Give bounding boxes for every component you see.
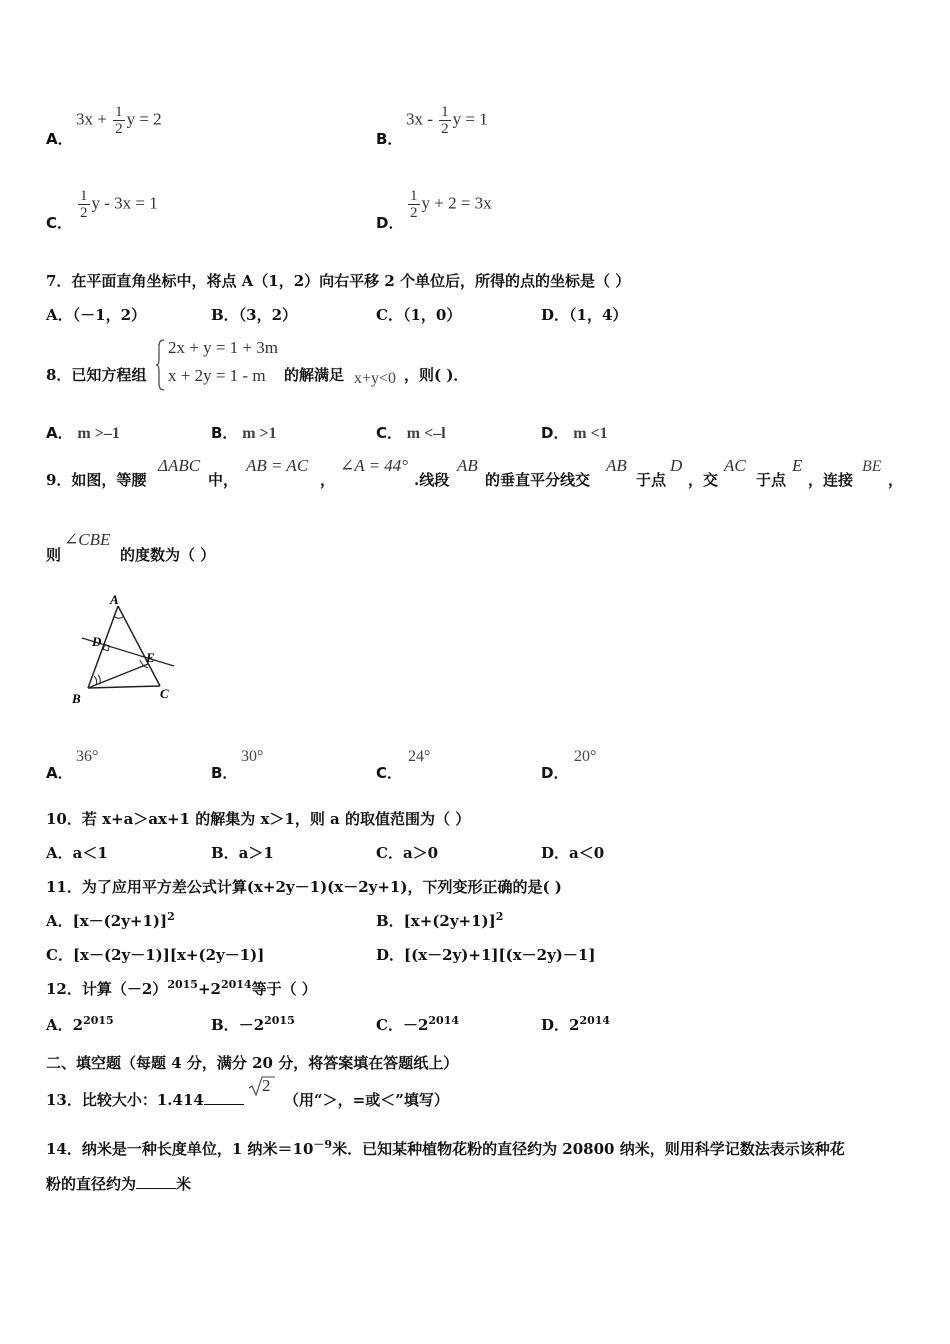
section-2-heading: 二、填空题（每题 4 分，满分 20 分，将答案填在答题纸上） [46,1054,459,1072]
numerator: 1 [80,188,88,204]
math-text: 3x - [406,109,438,129]
point-b-label: B [72,691,81,706]
q9-line2-math: ∠CBE [64,530,111,549]
q8-equation-1: 2x + y = 1 + 3m [168,338,278,357]
superscript: 2014 [428,1014,460,1027]
q6-option-a[interactable] [46,128,73,149]
superscript: 2014 [220,978,252,991]
q8-option-b[interactable] [211,422,277,443]
fraction [78,188,90,221]
q8-stem-post: ，则( )． [404,366,469,384]
q6-option-c[interactable] [46,212,72,233]
q9-math-8: E [792,456,803,475]
math-text: y = 2 [126,109,162,129]
q8-option-c[interactable] [376,422,446,443]
q10-option-d[interactable]: D．a＜0 [541,844,605,862]
q12-option-b[interactable] [211,1014,295,1035]
q7-stem: 7．在平面直角坐标中，将点 A（1，2）向右平移 2 个单位后，所得的点的坐标是（ ） [46,272,631,290]
option-base: 2 [569,1016,580,1034]
q9-option-a-value: 36° [76,748,99,765]
q7-option-b[interactable]: B．（3，2） [211,306,298,324]
q11-option-a[interactable] [46,910,175,931]
option-label: A． [46,130,73,148]
option-value: m <1 [573,425,608,442]
left-brace-icon [156,338,166,392]
q9-math-3: ∠A = 44° [340,456,409,475]
point-a-label: A [110,592,119,607]
q12-option-a[interactable] [46,1014,114,1035]
q10-stem: 10．若 x+a＞ax+1 的解集为 x＞1，则 a 的取值范围为（ ） [46,810,471,828]
option-label: D． [541,424,569,442]
option-text: B．[x+(2y+1)] [376,912,496,930]
superscript: 2014 [579,1014,611,1027]
stem-text: 14．纳米是一种长度单位，1 纳米＝10 [46,1140,314,1158]
q9-text-6: 于点 [636,471,667,489]
q6-option-b[interactable] [376,128,402,149]
q9-text-4: .线段 [414,471,450,489]
q9-text-3: ， [320,471,336,489]
q9-option-d[interactable]: D． [541,764,569,782]
option-label: C． [46,214,73,232]
numerator: 1 [115,104,123,120]
side-bc [88,686,160,688]
superscript: 2 [495,910,504,923]
stem-text: 米．已知某种植物花粉的直径约为 20800 纳米，则用科学记数法表示该种花 [332,1140,845,1158]
q9-text-2: 中， [208,471,239,489]
q6-option-c-math [76,188,158,221]
q6-option-b-math [406,104,488,137]
denominator: 2 [441,121,449,137]
q8-option-a[interactable] [46,422,120,443]
q8-condition: x+y<0 [354,370,397,387]
fraction [439,104,451,137]
q9-math-6: D [670,456,683,475]
q9-option-a[interactable]: A． [46,764,73,782]
option-label: C． [376,424,403,442]
q9-option-b-value: 30° [241,748,264,765]
option-base: －2 [402,1016,429,1034]
q13-stem [46,1089,244,1110]
q9-option-c[interactable]: C． [376,764,403,782]
stem-text: 13．比较大小：1.414 [46,1091,204,1109]
angle-b-arc-2 [98,675,100,683]
denominator: 2 [80,205,88,221]
q8-stem-pre: 8．已知方程组 [46,366,147,384]
q13-stem-post: （用“＞，=或＜”填写） [284,1091,449,1109]
q12-option-c[interactable] [376,1014,459,1035]
q8-stem-mid: 的解满足 [284,366,345,384]
q12-option-d[interactable] [541,1014,610,1035]
math-text: y - 3x = 1 [91,193,158,213]
option-base: －2 [238,1016,265,1034]
q6-option-d[interactable] [376,212,403,233]
q10-option-c[interactable]: C．a＞0 [376,844,439,862]
option-value: m >–1 [77,425,120,442]
q11-stem: 11．为了应用平方差公式计算(x+2y－1)(x－2y+1)，下列变形正确的是( ) [46,878,562,896]
stem-text: 粉的直径约为 [46,1175,137,1193]
q9-math-9: BE [862,458,882,475]
q9-line2-post: 的度数为（ ） [120,546,216,564]
stem-text: 米 [176,1175,192,1193]
numerator: 1 [410,188,418,204]
q10-option-a[interactable]: A．a＜1 [46,844,108,862]
option-label: A． [46,424,73,442]
q9-math-7: AC [724,456,746,475]
q14-line-2 [46,1173,191,1194]
segment-be [88,664,148,688]
math-text: y = 1 [452,109,488,129]
answer-blank[interactable] [136,1174,176,1189]
denominator: 2 [115,121,123,137]
option-text: A．[x－(2y+1)] [46,912,168,930]
point-d-label: D [92,634,102,649]
q7-option-d[interactable]: D．（1，4） [541,306,628,324]
q14-line-1 [46,1136,845,1159]
q9-triangle-figure [70,592,190,708]
q9-math-2: AB = AC [246,456,309,475]
stem-text: +2 [197,980,221,998]
option-label: B． [211,424,238,442]
answer-blank[interactable] [204,1090,244,1105]
superscript: 2015 [83,1014,114,1027]
math-text: 3x + [76,109,112,129]
q12-stem [46,978,317,999]
stem-text: 12．计算（－2） [46,980,168,998]
option-label: D． [376,214,404,232]
option-label: C． [376,1016,403,1034]
numerator: 1 [441,104,449,120]
q11-option-c[interactable]: C．[x－(2y－1)][x+(2y－1)] [46,946,265,964]
q6-option-a-math [76,104,162,137]
stem-text: 等于（ ） [251,980,317,998]
q9-math-5: AB [606,456,627,475]
q9-text-7: ，交 [688,471,719,489]
q9-option-c-value: 24° [408,748,431,765]
angle-a-arc [114,616,123,618]
option-value: m <–l [406,425,446,442]
q9-text-8: 于点 [756,471,787,489]
q9-text-5: 的垂直平分线交 [485,471,591,489]
option-label: A． [46,1016,73,1034]
option-value: m >1 [242,425,277,442]
point-e-label: E [146,650,155,665]
q9-text-10: ， [888,471,904,489]
right-angle-mark [103,645,109,651]
q7-option-c[interactable]: C．（1，0） [376,306,462,324]
q13-radicand: 2 [262,1076,271,1095]
option-label: B． [211,1016,239,1034]
superscript: 2015 [264,1014,295,1027]
angle-b-arc [94,676,97,685]
q10-option-b[interactable]: B．a＞1 [211,844,274,862]
q9-text-1: 9．如图，等腰 [46,471,147,489]
q9-text-9: ，连接 [808,471,854,489]
superscript: 2 [167,910,175,923]
q6-option-d-math [406,188,492,221]
superscript: 2015 [167,978,198,991]
superscript: －9 [313,1138,333,1151]
fraction [113,104,125,137]
q11-option-b[interactable] [376,910,503,931]
q8-equation-2: x + 2y = 1 - m [168,366,266,385]
q7-option-a[interactable]: A．（－1，2） [46,306,147,324]
denominator: 2 [410,205,418,221]
option-base: 2 [72,1016,84,1034]
point-c-label: C [160,686,169,701]
math-text: y + 2 = 3x [421,193,492,213]
q8-option-d[interactable] [541,422,608,443]
fraction [408,188,420,221]
q9-math-1: ΔABC [158,456,201,475]
q9-math-4: AB [457,456,478,475]
q9-line2-pre: 则 [46,546,62,564]
q9-option-b[interactable]: B． [211,764,238,782]
option-label: B． [376,130,403,148]
option-label: D． [541,1016,570,1034]
q11-option-d[interactable]: D．[(x－2y)+1][(x－2y)－1] [376,946,596,964]
q9-option-d-value: 20° [574,748,597,765]
